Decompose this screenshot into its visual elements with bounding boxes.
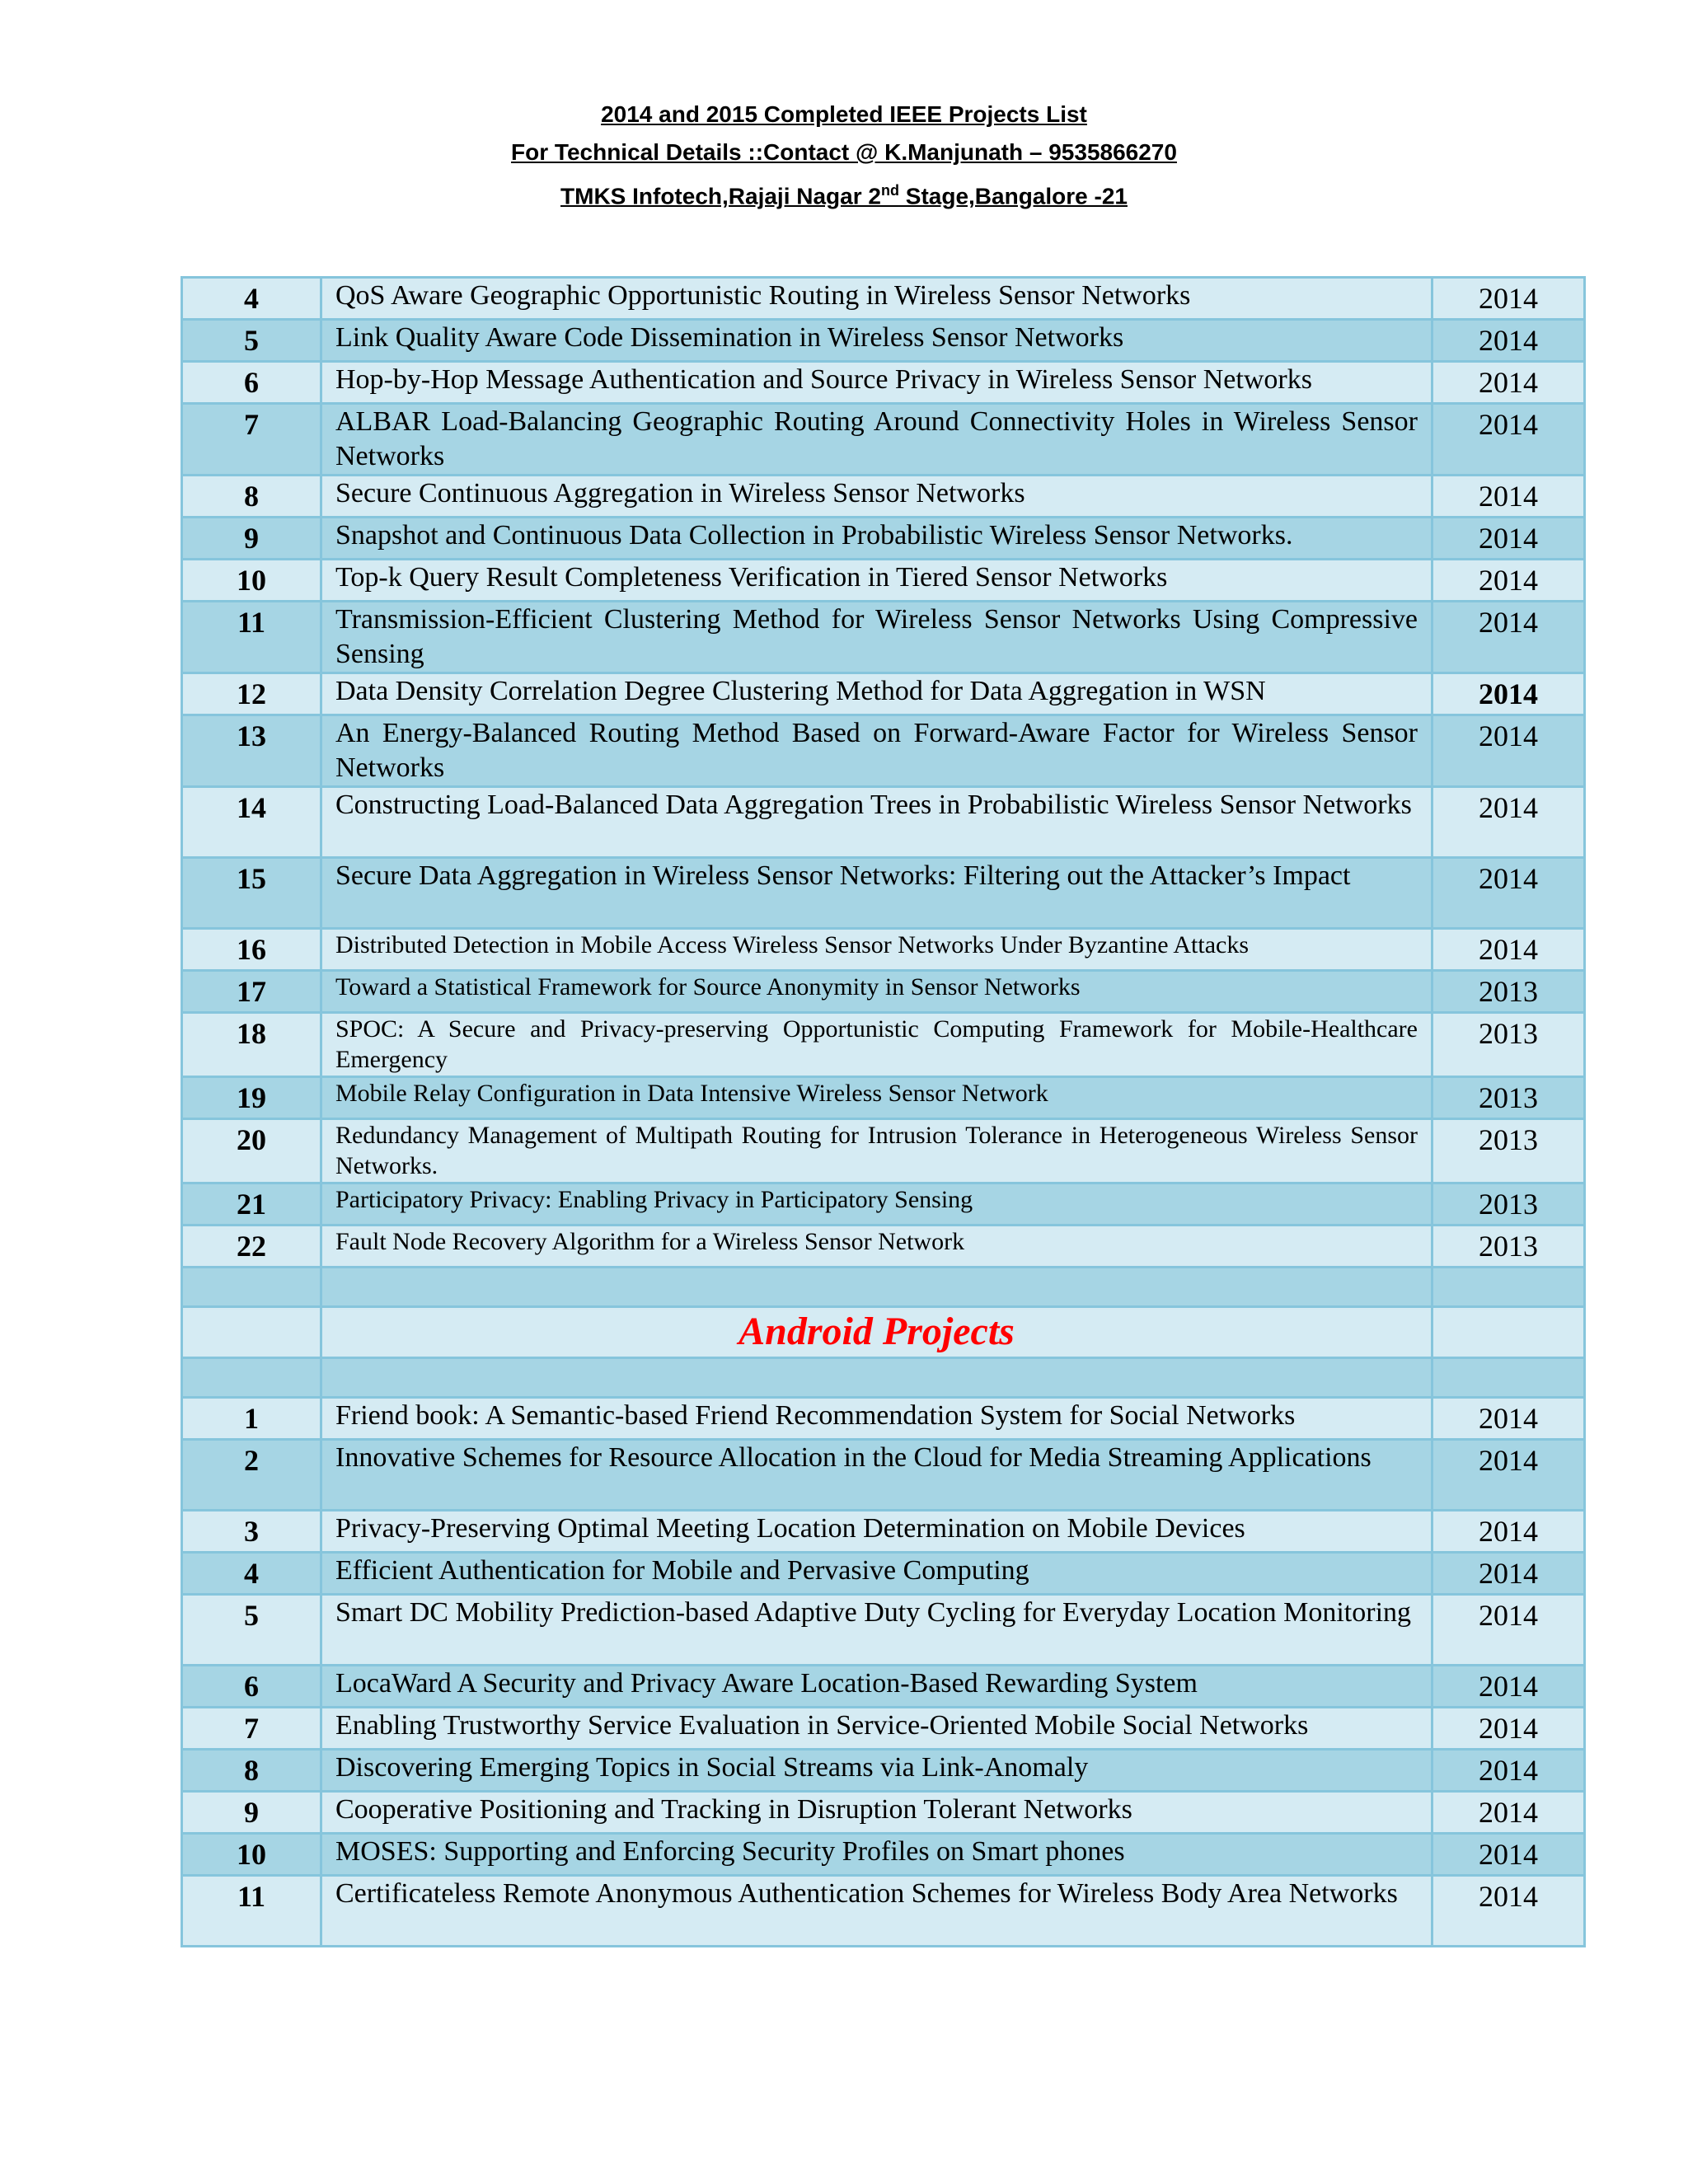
table-row: [182, 787, 1585, 858]
row-title: Constructing Load-Balanced Data Aggregation Trees in Probabilistic Wireless Sensor Networks: [321, 787, 1432, 858]
row-number: 20: [182, 1119, 321, 1183]
row-number: 21: [182, 1183, 321, 1226]
row-number: 1: [182, 1398, 321, 1440]
row-number: 10: [182, 1834, 321, 1876]
table-row: [182, 560, 1585, 602]
header-address: [0, 171, 1688, 215]
row-year: 2014: [1432, 404, 1585, 476]
table-row: [182, 1595, 1585, 1666]
row-title: Mobile Relay Configuration in Data Intensive Wireless Sensor Network: [321, 1077, 1432, 1119]
row-title: Secure Data Aggregation in Wireless Sensor Networks: Filtering out the Attacker’s Impact: [321, 858, 1432, 929]
row-title: Data Density Correlation Degree Clustering Method for Data Aggregation in WSN: [321, 673, 1432, 715]
row-year: 2014: [1432, 1834, 1585, 1876]
row-title: Certificateless Remote Anonymous Authentication Schemes for Wireless Body Area Networks: [321, 1876, 1432, 1947]
row-year: 2014: [1432, 1595, 1585, 1666]
blank-cell: [182, 1358, 321, 1398]
row-number: 9: [182, 1792, 321, 1834]
table-row: [182, 1792, 1585, 1834]
row-number: 10: [182, 560, 321, 602]
row-title: ALBAR Load-Balancing Geographic Routing Around Connectivity Holes in Wireless Sensor Networks: [321, 404, 1432, 476]
row-number: 9: [182, 518, 321, 560]
row-title: Top-k Query Result Completeness Verification in Tiered Sensor Networks: [321, 560, 1432, 602]
row-number: 8: [182, 1750, 321, 1792]
row-number: 5: [182, 1595, 321, 1666]
blank-row: [182, 1358, 1585, 1398]
header-address-sup: nd: [880, 182, 899, 199]
table-row: [182, 278, 1585, 320]
row-title: Friend book: A Semantic-based Friend Recommendation System for Social Networks: [321, 1398, 1432, 1440]
table-row: [182, 1876, 1585, 1947]
row-number: 5: [182, 320, 321, 362]
table-row: [182, 1226, 1585, 1268]
row-title: Fault Node Recovery Algorithm for a Wireless Sensor Network: [321, 1226, 1432, 1268]
row-year: 2013: [1432, 1077, 1585, 1119]
section-header-row: [182, 1307, 1585, 1358]
row-number: 13: [182, 715, 321, 787]
row-year: 2014: [1432, 929, 1585, 971]
row-year: 2013: [1432, 1226, 1585, 1268]
row-title: Enabling Trustworthy Service Evaluation in Service-Oriented Mobile Social Networks: [321, 1708, 1432, 1750]
table-row: [182, 715, 1585, 787]
row-year: 2013: [1432, 971, 1585, 1013]
row-year: 2014: [1432, 320, 1585, 362]
table-row: [182, 1511, 1585, 1553]
row-number: 11: [182, 602, 321, 673]
blank-cell: [1432, 1307, 1585, 1358]
row-title: Privacy-Preserving Optimal Meeting Location Determination on Mobile Devices: [321, 1511, 1432, 1553]
row-title: Toward a Statistical Framework for Source Anonymity in Sensor Networks: [321, 971, 1432, 1013]
blank-row: [182, 1268, 1585, 1307]
row-title: LocaWard A Security and Privacy Aware Location-Based Rewarding System: [321, 1666, 1432, 1708]
row-year: 2013: [1432, 1013, 1585, 1077]
header-address-main: TMKS Infotech,Rajaji Nagar 2: [560, 183, 881, 209]
row-number: 14: [182, 787, 321, 858]
blank-cell: [321, 1358, 1432, 1398]
blank-cell: [1432, 1358, 1585, 1398]
row-number: 22: [182, 1226, 321, 1268]
table-row: [182, 362, 1585, 404]
table-row: [182, 971, 1585, 1013]
table-row: [182, 1119, 1585, 1183]
row-title: QoS Aware Geographic Opportunistic Routing in Wireless Sensor Networks: [321, 278, 1432, 320]
row-year: 2014: [1432, 362, 1585, 404]
row-year: 2014: [1432, 1876, 1585, 1947]
row-number: 2: [182, 1440, 321, 1511]
row-number: 7: [182, 1708, 321, 1750]
row-year: 2014: [1432, 518, 1585, 560]
row-title: Snapshot and Continuous Data Collection in Probabilistic Wireless Sensor Networks.: [321, 518, 1432, 560]
row-title: MOSES: Supporting and Enforcing Security Profiles on Smart phones: [321, 1834, 1432, 1876]
row-year: 2014: [1432, 1553, 1585, 1595]
row-number: 6: [182, 1666, 321, 1708]
row-year: 2014: [1432, 1440, 1585, 1511]
table-row: [182, 1077, 1585, 1119]
table-row: [182, 673, 1585, 715]
row-number: 17: [182, 971, 321, 1013]
row-year: 2014: [1432, 602, 1585, 673]
table-row: [182, 1666, 1585, 1708]
row-year: 2014: [1432, 715, 1585, 787]
row-title: Secure Continuous Aggregation in Wireless Sensor Networks: [321, 476, 1432, 518]
header-title: 2014 and 2015 Completed IEEE Projects List: [601, 101, 1087, 127]
row-number: 4: [182, 1553, 321, 1595]
row-year: 2014: [1432, 560, 1585, 602]
row-title: Participatory Privacy: Enabling Privacy in Participatory Sensing: [321, 1183, 1432, 1226]
row-title: Link Quality Aware Code Dissemination in Wireless Sensor Networks: [321, 320, 1432, 362]
row-number: 6: [182, 362, 321, 404]
blank-cell: [182, 1307, 321, 1358]
row-year: 2014: [1432, 1750, 1585, 1792]
table-row: [182, 476, 1585, 518]
row-number: 19: [182, 1077, 321, 1119]
table-row: [182, 1183, 1585, 1226]
row-number: 18: [182, 1013, 321, 1077]
row-year: 2014: [1432, 1511, 1585, 1553]
table-row: [182, 404, 1585, 476]
table-row: [182, 320, 1585, 362]
row-title: SPOC: A Secure and Privacy-preserving Opportunistic Computing Framework for Mobile-Healthcare Emergency: [321, 1013, 1432, 1077]
row-year: 2014: [1432, 1708, 1585, 1750]
row-year: 2014: [1432, 1398, 1585, 1440]
blank-cell: [321, 1268, 1432, 1307]
row-year: 2014: [1432, 1666, 1585, 1708]
row-number: 7: [182, 404, 321, 476]
row-title: Redundancy Management of Multipath Routing for Intrusion Tolerance in Heterogeneous Wireless Sensor Networks.: [321, 1119, 1432, 1183]
table-row: [182, 1708, 1585, 1750]
header-contact: For Technical Details ::Contact @ K.Manjunath – 9535866270: [511, 139, 1177, 165]
row-year: 2014: [1432, 673, 1585, 715]
page-header: [0, 96, 1688, 215]
row-title: Cooperative Positioning and Tracking in Disruption Tolerant Networks: [321, 1792, 1432, 1834]
table-row: [182, 1750, 1585, 1792]
row-year: 2013: [1432, 1119, 1585, 1183]
row-number: 16: [182, 929, 321, 971]
row-number: 3: [182, 1511, 321, 1553]
table-row: [182, 1013, 1585, 1077]
row-title: Smart DC Mobility Prediction-based Adaptive Duty Cycling for Everyday Location Monitoring: [321, 1595, 1432, 1666]
table-row: [182, 929, 1585, 971]
row-number: 12: [182, 673, 321, 715]
table-row: [182, 1834, 1585, 1876]
row-year: 2014: [1432, 858, 1585, 929]
row-year: 2013: [1432, 1183, 1585, 1226]
row-title: Hop-by-Hop Message Authentication and Source Privacy in Wireless Sensor Networks: [321, 362, 1432, 404]
row-year: 2014: [1432, 787, 1585, 858]
table-row: [182, 1553, 1585, 1595]
header-address-rest: Stage,Bangalore -21: [898, 183, 1128, 209]
row-title: An Energy-Balanced Routing Method Based on Forward-Aware Factor for Wireless Sensor Networks: [321, 715, 1432, 787]
row-number: 4: [182, 278, 321, 320]
blank-cell: [1432, 1268, 1585, 1307]
row-number: 11: [182, 1876, 321, 1947]
table-row: [182, 858, 1585, 929]
row-title: Discovering Emerging Topics in Social Streams via Link-Anomaly: [321, 1750, 1432, 1792]
projects-table: [181, 276, 1586, 1947]
table-row: [182, 1440, 1585, 1511]
row-year: 2014: [1432, 1792, 1585, 1834]
android-section-title: Android Projects: [321, 1307, 1432, 1358]
row-title: Transmission-Efficient Clustering Method for Wireless Sensor Networks Using Compressive Sensing: [321, 602, 1432, 673]
row-year: 2014: [1432, 476, 1585, 518]
row-year: 2014: [1432, 278, 1585, 320]
row-number: 8: [182, 476, 321, 518]
table-row: [182, 1398, 1585, 1440]
table-row: [182, 518, 1585, 560]
row-title: Efficient Authentication for Mobile and Pervasive Computing: [321, 1553, 1432, 1595]
row-title: Distributed Detection in Mobile Access Wireless Sensor Networks Under Byzantine Attacks: [321, 929, 1432, 971]
table-row: [182, 602, 1585, 673]
row-number: 15: [182, 858, 321, 929]
row-title: Innovative Schemes for Resource Allocation in the Cloud for Media Streaming Applications: [321, 1440, 1432, 1511]
blank-cell: [182, 1268, 321, 1307]
